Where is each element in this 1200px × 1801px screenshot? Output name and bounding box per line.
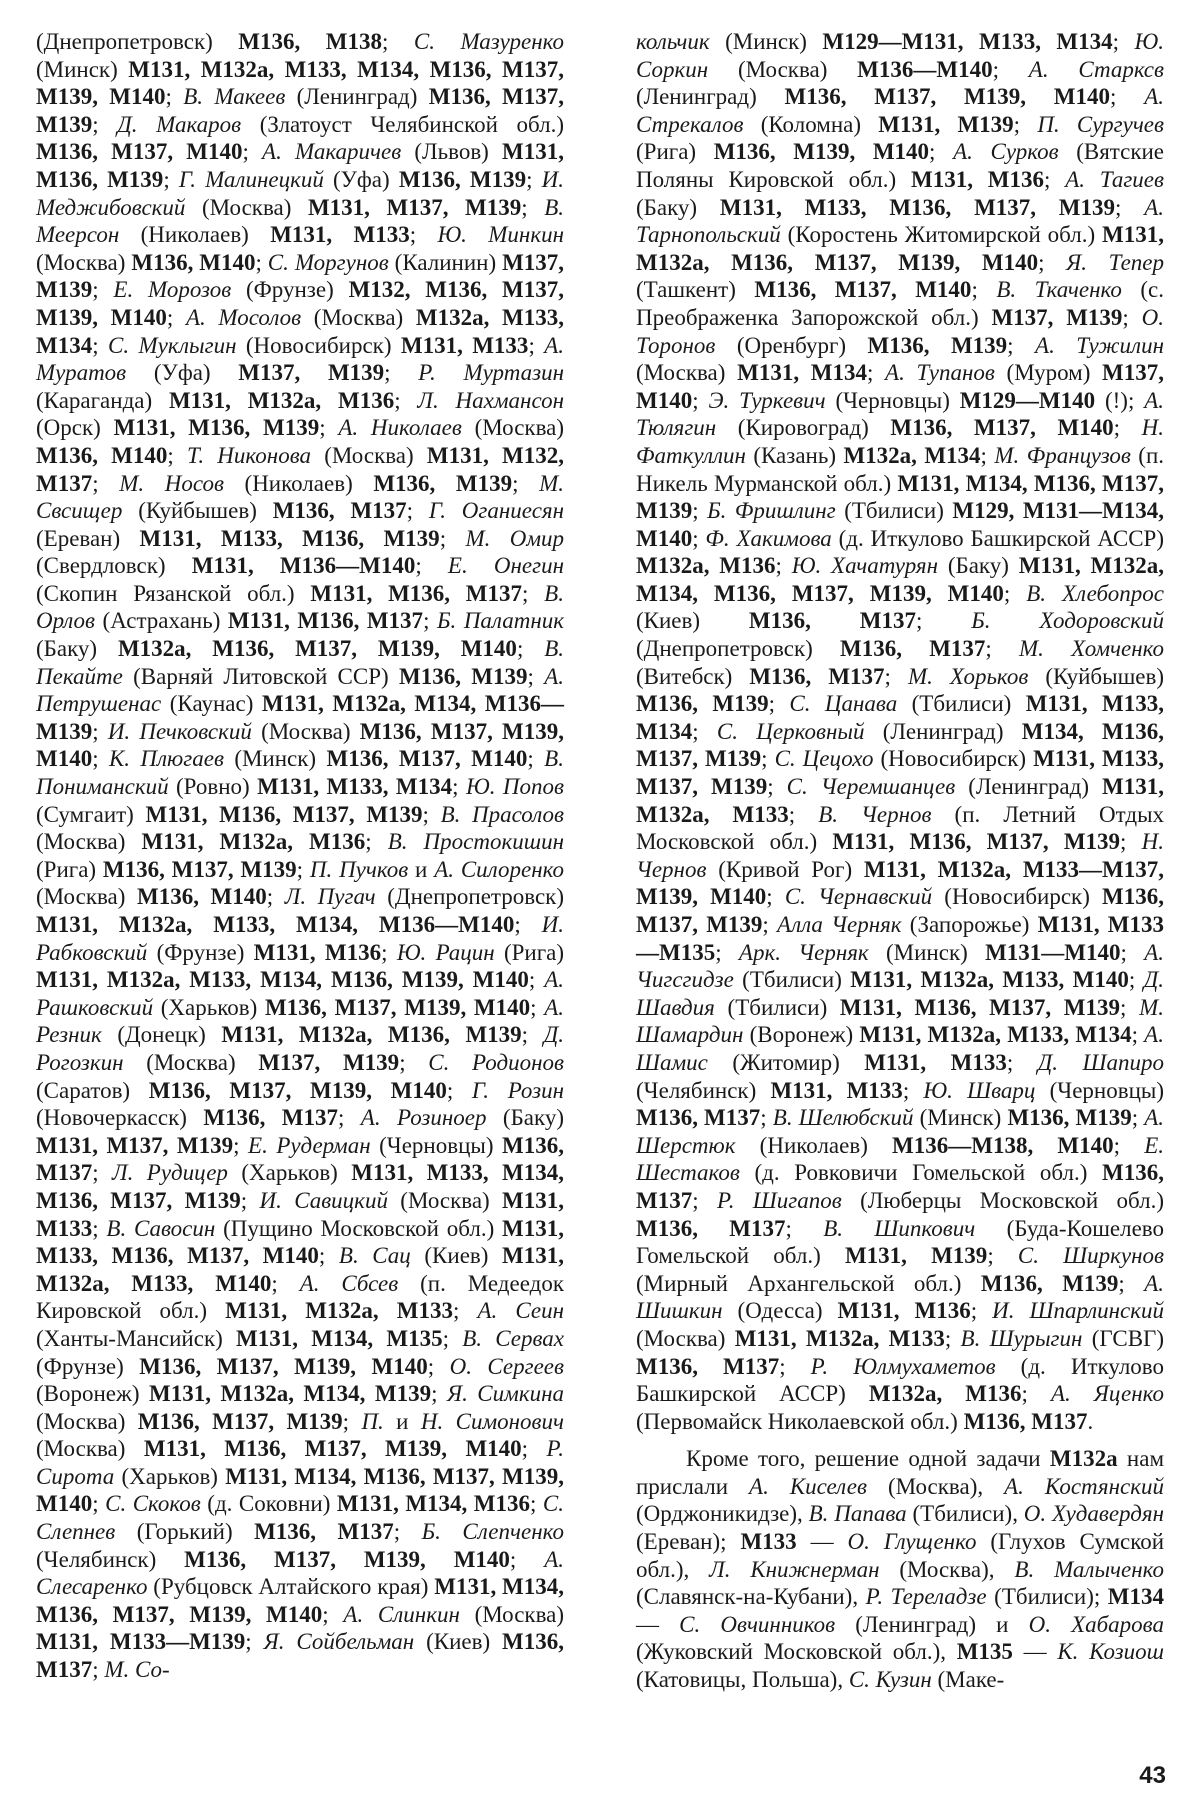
right-column-paragraph-2: Кроме того, решение одной задачи М132а нам прислали А. Киселев (Москва), А. Костянский (Орджоникидзе), В. Папава (Тбилиси), О. Худавердян (Ереван); М133 — О. Глущенко (Глухов Сумской обл.), Л. Книжнерман (Москва), В. Малыченко (Славянск-на-Кубани), Р. Тереладзе (Тбилиси); М134 — С. Овчинников (Ленинград) и О. Хабарова (Жуковский Московской обл.), М135 — К. Козиош (Катовицы, Польша), С. Кузин (Маке- bbox=[636, 1446, 1165, 1693]
page-number: 43 bbox=[1139, 1762, 1166, 1789]
right-column-paragraph-1: кольчик (Минск) М129—М131, М133, М134; Ю. Соркин (Москва) М136—М140; А. Старксв (Ленинград) М136, М137, М139, М140; А. Стрекалов (Коломна) М131, М139; П. Сургучев (Рига) М136, М139, М140; А. Сурков (Вятские Поляны Кировской обл.) М131, М136; А. Тагиев (Баку) М131, М133, М136, М137, М139; А. Тарнопольский (Коростень Житомирской обл.) М131, М132а, М136, М137, М139, М140; Я. Тепер (Ташкент) М136, М137, М140; В. Ткаченко (с. Преображенка Запорожской обл.) М137, М139; О. Торонов (Оренбург) М136, М139; А. Тужилин (Москва) М131, М134; А. Тупанов (Муром) М137, М140; Э. Туркевич (Черновцы) М129—М140 (!); А. Тюлягин (Кировоград) М136, М137, М140; Н. Фаткуллин (Казань) М132а, М134; М. Французов (п. Никель Мурманской обл.) М131, М134, М136, М137, М139; Б. Фришлинг (Тбилиси) М129, М131—М134, М140; Ф. Хакимова (д. Иткулово Башкирской АССР) М132а, М136; Ю. Хачатурян (Баку) М131, М132а, М134, М136, М137, М139, М140; В. Хлебопрос (Киев) М136, М137; Б. Ходоровский (Днепропетровск) М136, М137; М. Хомченко (Витебск) М136, М137; М. Хорьков (Куйбышев) М136, М139; С. Цанава (Тбилиси) М131, М133, М134; С. Церковный (Ленинград) М134, М136, М137, М139; С. Цецохо (Новосибирск) М131, М133, М137, М139; С. Черемшанцев (Ленинград) М131, М132а, М133; В. Чернов (п. Летний Отдых Московской обл.) М131, М136, М137, М139; Н. Чернов (Кривой Рог) М131, М132а, М133—М137, М139, М140; С. Чернавский (Новосибирск) М136, М137, М139; Алла Черняк (Запорожье) М131, М133—М135; Арк. Черняк (Минск) М131—М140; А. Чигсгидзе (Тбилиси) М131, М132а, М133, М140; Д. Шавдия (Тбилиси) М131, М136, М137, М139; М. Шамардин (Воронеж) М131, М132а, М133, М134; А. Шамис (Житомир) М131, М133; Д. Шапиро (Челябинск) М131, М133; Ю. Шварц (Черновцы) М136, М137; В. Шелюбский (Минск) М136, М139; А. Шерстюк (Николаев) М136—М138, М140; Е. Шестаков (д. Ровковичи Гомельской обл.) М136, М137; Р. Шигапов (Люберцы Московской обл.) М136, М137; В. Шипкович (Буда-Кошелево Гомельской обл.) М131, М139; С. Ширкунов (Мирный Архангельской обл.) М136, М139; А. Шишкин (Одесса) М131, М136; И. Шпарлинский (Москва) М131, М132а, М133; В. Шурыгин (ГСВГ) М136, М137; Р. Юлмухаметов (д. Иткулово Башкирской АССР) М132а, М136; А. Яценко (Первомайск Николаевской обл.) М136, М137. bbox=[636, 29, 1165, 1434]
left-column-paragraph: (Днепропетровск) М136, М138; С. Мазуренко (Минск) М131, М132а, М133, М134, М136, М137, М139, М140; В. Макеев (Ленинград) М136, М137, М139; Д. Макаров (Златоуст Челябинской обл.) М136, М137, М140; А. Макаричев (Львов) М131, М136, М139; Г. Малинецкий (Уфа) М136, М139; И. Меджибовский (Москва) М131, М137, М139; В. Меерсон (Николаев) М131, М133; Ю. Минкин (Москва) М136, М140; С. Моргунов (Калинин) М137, М139; Е. Морозов (Фрунзе) М132, М136, М137, М139, М140; А. Мосолов (Москва) М132а, М133, М134; С. Муклыгин (Новосибирск) М131, М133; А. Муратов (Уфа) М137, М139; Р. Муртазин (Караганда) М131, М132а, М136; Л. Нахмансон (Орск) М131, М136, М139; А. Николаев (Москва) М136, М140; Т. Никонова (Москва) М131, М132, М137; М. Носов (Николаев) М136, М139; М. Свсищер (Куйбышев) М136, М137; Г. Оганиесян (Ереван) М131, М133, М136, М139; М. Омир (Свердловск) М131, М136—М140; Е. Онегин (Скопин Рязанской обл.) М131, М136, М137; В. Орлов (Астрахань) М131, М136, М137; Б. Палатник (Баку) М132а, М136, М137, М139, М140; В. Пекайте (Варняй Литовской ССР) М136, М139; А. Петрушенас (Каунас) М131, М132а, М134, М136—М139; И. Печковский (Москва) М136, М137, М139, М140; К. Плюгаев (Минск) М136, М137, М140; В. Пониманский (Ровно) М131, М133, М134; Ю. Попов (Сумгаит) М131, М136, М137, М139; В. Прасолов (Москва) М131, М132а, М136; В. Простокишин (Рига) М136, М137, М139; П. Пучков и А. Силоренко (Москва) М136, М140; Л. Пугач (Днепропетровск) М131, М132а, М133, М134, М136—М140; И. Рабковский (Фрунзе) М131, М136; Ю. Рацин (Рига) М131, М132а, М133, М134, М136, М139, М140; А. Рашковский (Харьков) М136, М137, М139, М140; А. Резник (Донецк) М131, М132а, М136, М139; Д. Рогозкин (Москва) М137, М139; С. Родионов (Саратов) М136, М137, М139, М140; Г. Розин (Новочеркасск) М136, М137; А. Розиноер (Баку) М131, М137, М139; Е. Рудерман (Черновцы) М136, М137; Л. Рудицер (Харьков) М131, М133, М134, М136, М137, М139; И. Савицкий (Москва) М131, М133; В. Савосин (Пущино Московской обл.) М131, М133, М136, М137, М140; В. Сац (Киев) М131, М132а, М133, М140; А. Сбсев (п. Медеедок Кировской обл.) М131, М132а, М133; А. Сеин (Ханты-Мансийск) М131, М134, М135; В. Серваx (Фрунзе) М136, М137, М139, М140; О. Сергеев (Воронеж) М131, М132а, М134, М139; Я. Симкина (Москва) М136, М137, М139; П. и Н. Симонович (Москва) М131, М136, М137, М139, М140; Р. Сирота (Харьков) М131, М134, М136, М137, М139, М140; С. Скоков (д. Соковни) М131, М134, М136; С. Слепнев (Горький) М136, М137; Б. Слепченко (Челябинск) М136, М137, М139, М140; А. Слесаренко (Рубцовск Алтайского края) М131, М134, М136, М137, М139, М140; А. Слинкин (Москва) М131, М133—М139; Я. Сойбельман (Киев) М136, М137; М. Со- bbox=[36, 29, 565, 1683]
left-column bbox=[36, 28, 564, 1684]
right-column bbox=[636, 28, 1164, 1694]
